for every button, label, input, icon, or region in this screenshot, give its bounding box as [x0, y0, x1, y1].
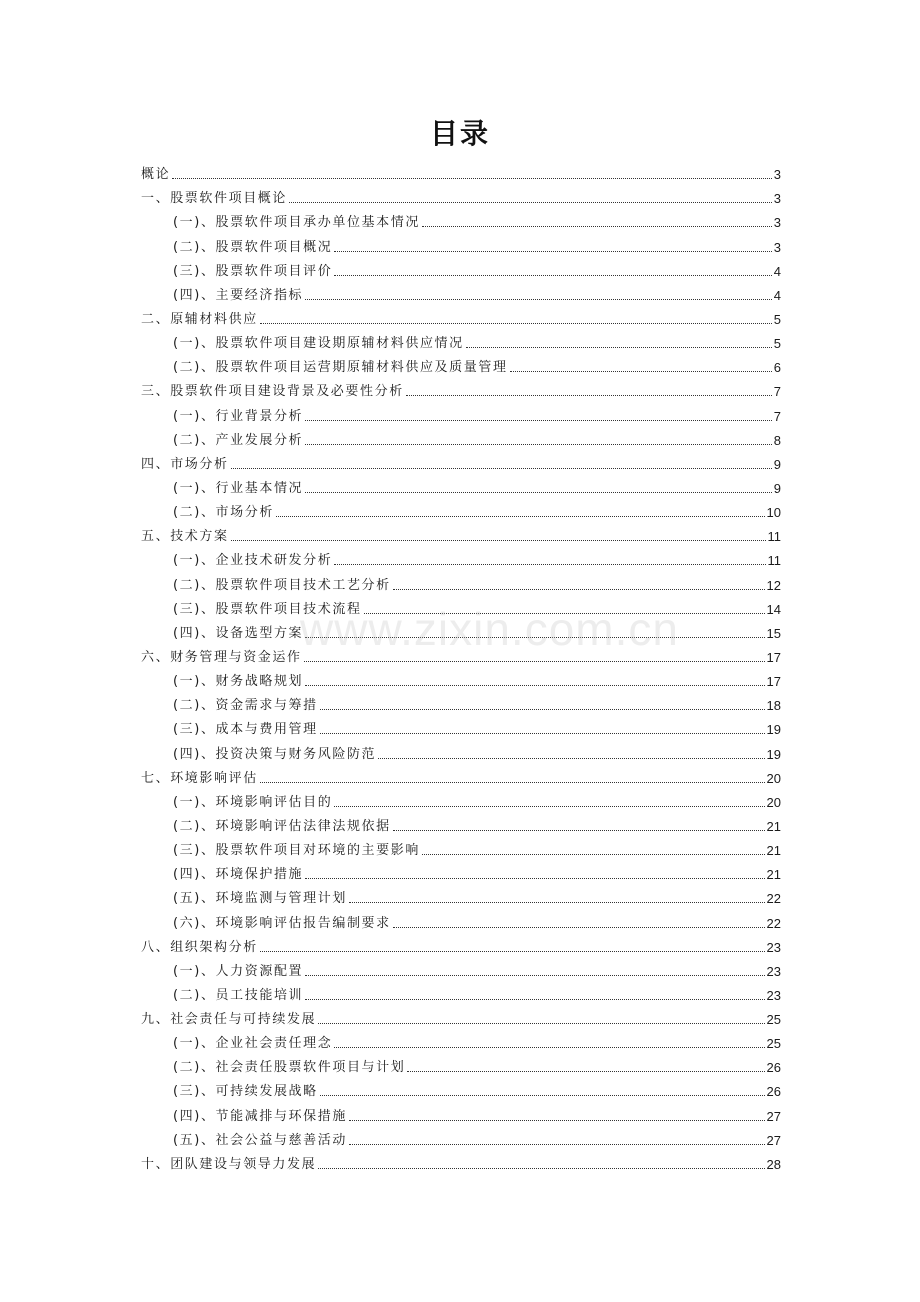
toc-page-number: 21 [766, 867, 781, 883]
toc-page-number: 5 [773, 336, 781, 352]
toc-page-number: 26 [766, 1084, 781, 1100]
toc-entry-title: 十、团队建设与领导力发展 [141, 1156, 317, 1172]
toc-page-number: 9 [773, 480, 781, 496]
toc-entry-title: (一)、环境影响评估目的 [173, 794, 333, 810]
toc-entry-title: (五)、环境监测与管理计划 [173, 891, 347, 907]
toc-dot-leader [305, 975, 764, 976]
toc-subsection-entry[interactable] [141, 813, 781, 837]
toc-entry-title: (四)、设备选型方案 [173, 625, 304, 641]
toc-page-number: 7 [773, 384, 781, 400]
toc-entry-title: (二)、市场分析 [173, 505, 274, 521]
toc-dot-leader [260, 323, 772, 324]
toc-page-number: 23 [766, 963, 781, 979]
toc-page-number: 9 [773, 456, 781, 472]
toc-entry-title: (六)、环境影响评估报告编制要求 [173, 915, 391, 931]
toc-page-number: 4 [773, 263, 781, 279]
toc-dot-leader [422, 226, 772, 227]
toc-dot-leader [260, 951, 765, 952]
toc-subsection-entry[interactable] [141, 861, 781, 885]
toc-subsection-entry[interactable] [141, 1078, 781, 1102]
toc-entry-title: (四)、环境保护措施 [173, 867, 304, 883]
toc-section-entry[interactable] [141, 451, 781, 475]
toc-dot-leader [231, 540, 766, 541]
toc-page-number: 27 [766, 1108, 781, 1124]
toc-page-number: 11 [767, 529, 781, 545]
toc-page-number: 22 [766, 915, 781, 931]
toc-entry-title: 二、原辅材料供应 [141, 311, 258, 327]
toc-page-number: 21 [766, 818, 781, 834]
toc-entry-title: (一)、企业社会责任理念 [173, 1036, 333, 1052]
toc-subsection-entry[interactable] [141, 596, 781, 620]
toc-page-number: 5 [773, 311, 781, 327]
toc-page-number: 3 [773, 215, 781, 231]
toc-page-number: 23 [766, 987, 781, 1003]
toc-dot-leader [318, 1168, 764, 1169]
toc-entry-title: (二)、股票软件项目运营期原辅材料供应及质量管理 [173, 360, 508, 376]
toc-entry-title: 五、技术方案 [141, 529, 229, 545]
toc-dot-leader [334, 806, 764, 807]
toc-entry-title: (三)、股票软件项目技术流程 [173, 601, 362, 617]
toc-dot-leader [305, 444, 772, 445]
toc-entry-title: (一)、财务战略规划 [173, 674, 304, 690]
toc-page-number: 22 [766, 891, 781, 907]
toc-subsection-entry[interactable] [141, 1030, 781, 1054]
toc-subsection-entry[interactable] [141, 1127, 781, 1151]
toc-entry-title: (三)、可持续发展战略 [173, 1084, 318, 1100]
toc-entry-title: (二)、股票软件项目概况 [173, 239, 333, 255]
toc-subsection-entry[interactable] [141, 402, 781, 426]
toc-dot-leader [466, 347, 772, 348]
toc-page-number: 11 [767, 553, 781, 569]
toc-dot-leader [320, 709, 765, 710]
toc-entry-title: 三、股票软件项目建设背景及必要性分析 [141, 384, 404, 400]
toc-dot-leader [393, 927, 765, 928]
toc-page-number: 25 [766, 1036, 781, 1052]
toc-subsection-entry[interactable] [141, 258, 781, 282]
toc-entry-title: (一)、行业基本情况 [173, 480, 304, 496]
toc-subsection-entry[interactable] [141, 789, 781, 813]
toc-entry-title: (二)、资金需求与筹措 [173, 698, 318, 714]
toc-subsection-entry[interactable] [141, 571, 781, 595]
toc-entry-title: (二)、环境影响评估法律法规依据 [173, 818, 391, 834]
toc-subsection-entry[interactable] [141, 233, 781, 257]
toc-subsection-entry[interactable] [141, 475, 781, 499]
toc-subsection-entry[interactable] [141, 354, 781, 378]
toc-subsection-entry[interactable] [141, 716, 781, 740]
toc-entry-title: (一)、企业技术研发分析 [173, 553, 333, 569]
toc-subsection-entry[interactable] [141, 958, 781, 982]
toc-dot-leader [510, 371, 772, 372]
toc-page-number: 15 [766, 625, 781, 641]
toc-dot-leader [407, 1071, 764, 1072]
toc-dot-leader [349, 902, 765, 903]
toc-dot-leader [320, 733, 765, 734]
toc-dot-leader [231, 468, 772, 469]
toc-dot-leader [320, 1095, 765, 1096]
toc-dot-leader [318, 1023, 764, 1024]
toc-subsection-entry[interactable] [141, 1102, 781, 1126]
toc-dot-leader [364, 613, 765, 614]
toc-entry-title: 九、社会责任与可持续发展 [141, 1012, 317, 1028]
toc-dot-leader [305, 999, 764, 1000]
toc-page-number: 10 [766, 505, 781, 521]
toc-page-number: 20 [766, 794, 781, 810]
toc-dot-leader [305, 492, 772, 493]
watermark: www.zixin.com.cn [300, 603, 679, 655]
toc-section-entry[interactable] [141, 1151, 781, 1175]
toc-page-number: 3 [773, 167, 781, 183]
toc-page-number: 3 [773, 191, 781, 207]
toc-entry-title: (二)、员工技能培训 [173, 987, 304, 1003]
toc-dot-leader [349, 1120, 765, 1121]
toc-subsection-entry[interactable] [141, 1054, 781, 1078]
toc-subsection-entry[interactable] [141, 427, 781, 451]
toc-page-number: 6 [773, 360, 781, 376]
toc-entry-title: (二)、社会责任股票软件项目与计划 [173, 1060, 406, 1076]
toc-dot-leader [172, 178, 772, 179]
toc-subsection-entry[interactable] [141, 885, 781, 909]
toc-page-number: 7 [773, 408, 781, 424]
toc-section-entry[interactable] [141, 185, 781, 209]
toc-entry-title: (三)、股票软件项目评价 [173, 263, 333, 279]
toc-page-number: 28 [766, 1156, 781, 1172]
toc-dot-leader [305, 420, 772, 421]
toc-entry-title: (四)、主要经济指标 [173, 287, 304, 303]
toc-entry-title: (三)、成本与费用管理 [173, 722, 318, 738]
toc-page-number: 3 [773, 239, 781, 255]
toc-entry-title: (二)、产业发展分析 [173, 432, 304, 448]
toc-dot-leader [393, 830, 765, 831]
toc-page-number: 8 [773, 432, 781, 448]
toc-dot-leader [349, 1144, 765, 1145]
toc-entry-title: (一)、股票软件项目建设期原辅材料供应情况 [173, 336, 464, 352]
toc-page-number: 17 [766, 674, 781, 690]
toc-page-number: 23 [766, 939, 781, 955]
toc-dot-leader [334, 251, 771, 252]
toc-page-number: 26 [766, 1060, 781, 1076]
toc-page-number: 12 [766, 577, 781, 593]
toc-dot-leader [334, 275, 771, 276]
toc-section-entry[interactable] [141, 644, 781, 668]
toc-title: 目录 [429, 117, 490, 150]
toc-page-number: 25 [766, 1012, 781, 1028]
toc-section-entry[interactable] [141, 161, 781, 185]
toc-page-number: 19 [766, 722, 781, 738]
toc-subsection-entry[interactable] [141, 837, 781, 861]
toc-subsection-entry[interactable] [141, 692, 781, 716]
toc-subsection-entry[interactable] [141, 740, 781, 764]
toc-subsection-entry[interactable] [141, 547, 781, 571]
toc-entry-title: 一、股票软件项目概论 [141, 191, 288, 207]
toc-subsection-entry[interactable] [141, 909, 781, 933]
toc-entry-title: 八、组织架构分析 [141, 939, 258, 955]
toc-subsection-entry[interactable] [141, 209, 781, 233]
toc-page-number: 17 [766, 649, 781, 665]
toc-dot-leader [393, 589, 765, 590]
toc-subsection-entry[interactable] [141, 668, 781, 692]
toc-dot-leader [406, 395, 772, 396]
toc-page-number: 4 [773, 287, 781, 303]
toc-subsection-entry[interactable] [141, 330, 781, 354]
toc-subsection-entry[interactable] [141, 982, 781, 1006]
toc-entry-title: 四、市场分析 [141, 456, 229, 472]
toc-entry-title: (四)、投资决策与财务风险防范 [173, 746, 377, 762]
toc-page-number: 27 [766, 1132, 781, 1148]
toc-dot-leader [304, 661, 765, 662]
toc-subsection-entry[interactable] [141, 620, 781, 644]
toc-dot-leader [422, 854, 765, 855]
toc-entry-title: 七、环境影响评估 [141, 770, 258, 786]
toc-dot-leader [305, 299, 772, 300]
toc-section-entry[interactable] [141, 306, 781, 330]
toc-entry-title: 六、财务管理与资金运作 [141, 649, 302, 665]
toc-entry-title: 概论 [141, 167, 171, 183]
toc-section-entry[interactable] [141, 934, 781, 958]
toc-entry-title: (二)、股票软件项目技术工艺分析 [173, 577, 391, 593]
toc-dot-leader [260, 782, 765, 783]
toc-dot-leader [276, 516, 765, 517]
toc-section-entry[interactable] [141, 1006, 781, 1030]
toc-entry-title: (一)、股票软件项目承办单位基本情况 [173, 215, 420, 231]
toc-page-number: 20 [766, 770, 781, 786]
toc-page-number: 14 [766, 601, 781, 617]
toc-entry-title: (五)、社会公益与慈善活动 [173, 1132, 347, 1148]
toc-list [141, 161, 781, 1175]
toc-dot-leader [305, 637, 764, 638]
toc-page-number: 19 [766, 746, 781, 762]
toc-subsection-entry[interactable] [141, 282, 781, 306]
toc-dot-leader [378, 758, 764, 759]
toc-dot-leader [305, 878, 764, 879]
toc-page-number: 21 [766, 843, 781, 859]
toc-section-entry[interactable] [141, 523, 781, 547]
toc-subsection-entry[interactable] [141, 499, 781, 523]
toc-dot-leader [289, 202, 772, 203]
toc-dot-leader [334, 564, 765, 565]
toc-entry-title: (一)、行业背景分析 [173, 408, 304, 424]
toc-section-entry[interactable] [141, 378, 781, 402]
toc-entry-title: (一)、人力资源配置 [173, 963, 304, 979]
toc-entry-title: (四)、节能减排与环保措施 [173, 1108, 347, 1124]
toc-section-entry[interactable] [141, 765, 781, 789]
toc-dot-leader [305, 685, 764, 686]
toc-page-number: 18 [766, 698, 781, 714]
toc-entry-title: (三)、股票软件项目对环境的主要影响 [173, 843, 420, 859]
toc-dot-leader [334, 1047, 764, 1048]
